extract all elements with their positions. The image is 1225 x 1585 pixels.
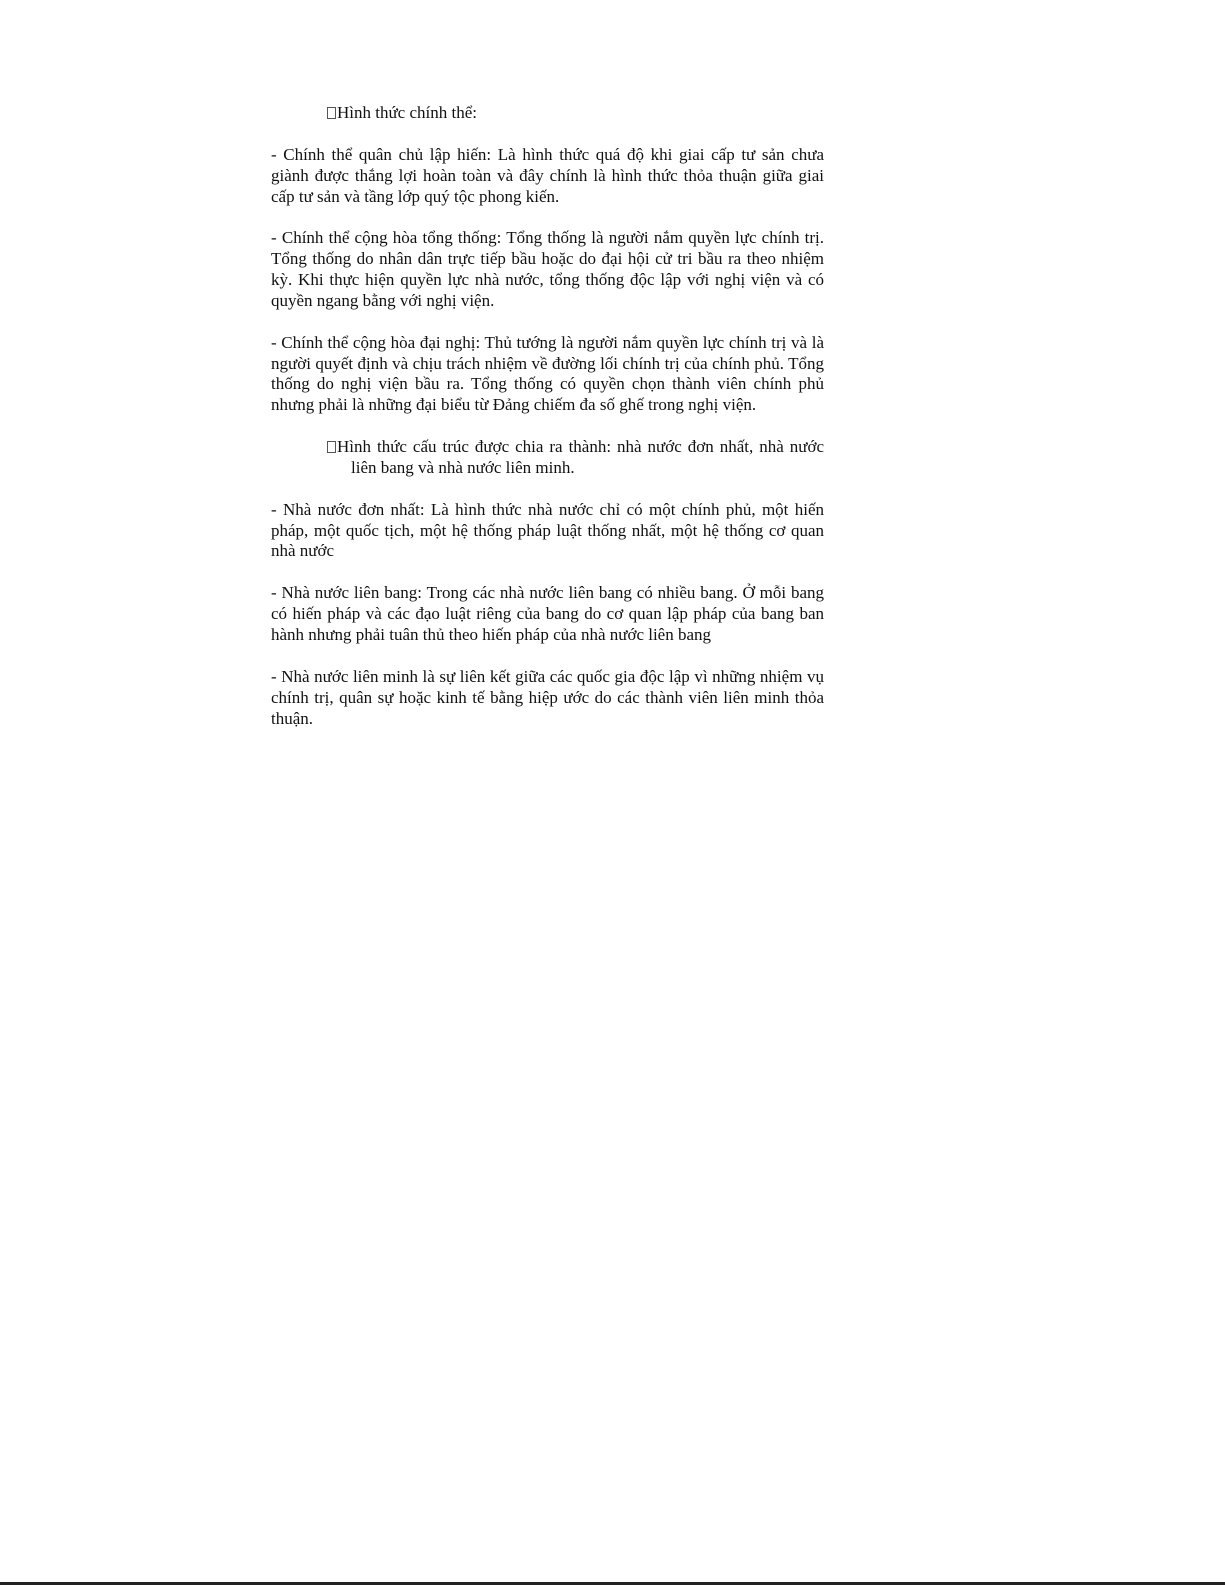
paragraph-quan-chu-lap-hien: - Chính thể quân chủ lập hiến: Là hình thức quá độ khi giai cấp tư sản chưa giành được thắng lợi hoàn toàn và đây chính là hình thức thỏa thuận giữa giai cấp tư sản và tầng lớp quý tộc phong kiến. (271, 144, 824, 206)
paragraph-nha-nuoc-lien-minh: - Nhà nước liên minh là sự liên kết giữa các quốc gia độc lập vì những nhiệm vụ chính trị, quân sự hoặc kinh tế bằng hiệp ước do các thành viên liên minh thỏa thuận. (271, 666, 824, 728)
paragraph-nha-nuoc-don-nhat: - Nhà nước đơn nhất: Là hình thức nhà nước chỉ có một chính phủ, một hiến pháp, một quốc tịch, một hệ thống pháp luật thống nhất, một hệ thống cơ quan nhà nước (271, 499, 824, 561)
document-body (271, 103, 824, 729)
heading-text: Hình thức cấu trúc được chia ra thành: nhà nước đơn nhất, nhà nước liên bang và nhà nước liên minh. (337, 437, 824, 477)
paragraph-cong-hoa-tong-thong: - Chính thể cộng hòa tổng thống: Tổng thống là người nắm quyền lực chính trị. Tổng thống do nhân dân trực tiếp bầu hoặc do đại hội cử tri bầu ra theo nhiệm kỳ. Khi thực hiện quyền lực nhà nước, tổng thống độc lập với nghị viện và có quyền ngang bằng với nghị viện. (271, 228, 824, 310)
paragraph-nha-nuoc-lien-bang: - Nhà nước liên bang: Trong các nhà nước liên bang có nhiều bang. Ở mỗi bang có hiến pháp và các đạo luật riêng của bang do cơ quan lập pháp của bang ban hành nhưng phải tuân thủ theo hiến pháp của nhà nước liên bang (271, 583, 824, 644)
missing-glyph-box-icon (327, 441, 336, 453)
paragraph-cong-hoa-dai-nghi: - Chính thể cộng hòa đại nghị: Thủ tướng là người nắm quyền lực chính trị và là người quyết định và chịu trách nhiệm về đường lối chính trị của chính phủ. Tổng thống do nghị viện bầu ra. Tổng thống có quyền chọn thành viên chính phủ nhưng phải là những đại biểu từ Đảng chiếm đa số ghế trong nghị viện. (271, 332, 824, 415)
heading-text: Hình thức chính thể: (337, 103, 477, 122)
section-heading-cau-truc (271, 437, 824, 479)
missing-glyph-box-icon (327, 107, 336, 119)
section-heading-chinh-the (271, 103, 824, 124)
